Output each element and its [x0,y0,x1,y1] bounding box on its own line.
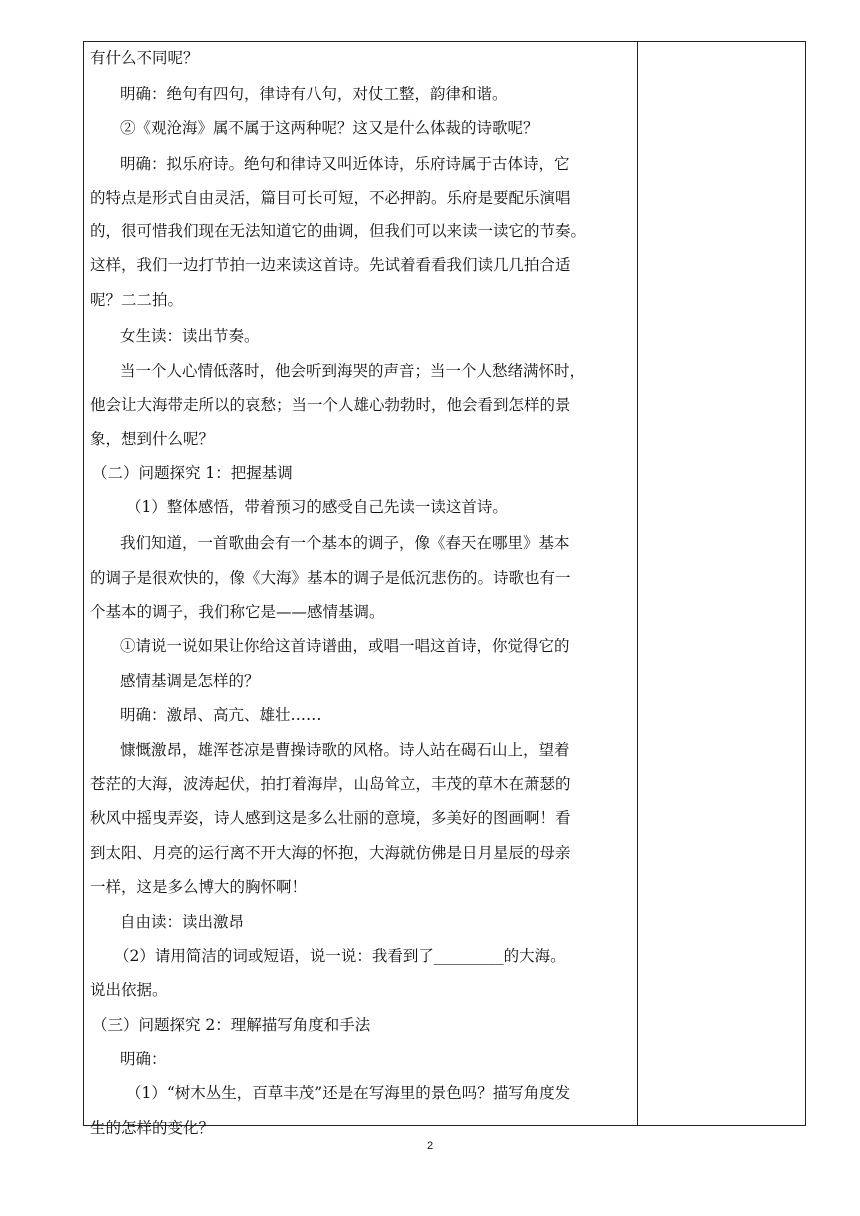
text-line: 慷慨激昂，雄浑苍凉是曹操诗歌的风格。诗人站在碣石山上，望着 [120,741,570,759]
text-line: 呢？二二拍。 [90,291,184,309]
text-line: （1）“树木丛生，百草丰茂”还是在写海里的景色吗？描写角度发 [126,1084,571,1102]
text-line: 明确：拟乐府诗。绝句和律诗又叫近体诗，乐府诗属于古体诗，它 [120,155,570,173]
section-heading: （三）问题探究 2：理解描写角度和手法 [92,1016,371,1034]
text-line: 我们知道，一首歌曲会有一个基本的调子，像《春天在哪里》基本 [120,534,570,552]
text-line: 个基本的调子，我们称它是——感情基调。 [90,603,385,621]
text-line: 明确：激昂、高亢、雄壮…… [120,706,322,724]
section-heading: （二）问题探究 1：把握基调 [92,464,293,482]
text-line: 的特点是形式自由灵活，篇目可长可短，不必押韵。乐府是要配乐演唱 [90,189,571,207]
text-line: 的调子是很欢快的，像《大海》基本的调子是低沉悲伤的。诗歌也有一 [90,569,571,587]
text-line: 这样，我们一边打节拍一边来读这首诗。先试着看看我们读几几拍合适 [90,256,571,274]
text-line: 象，想到什么呢？ [90,430,215,448]
text-line: 女生读：读出节奏。 [120,327,260,345]
text-line: （1）整体感悟，带着预习的感受自己先读一读这首诗。 [126,498,508,516]
text-line: （2）请用简洁的词或短语，说一说：我看到了_________的大海。 [114,947,566,965]
text-line: 明确： [120,1050,167,1068]
notes-column [638,42,805,1125]
lesson-table [83,41,806,1137]
text-line: 生的怎样的变化？ [90,1119,215,1137]
text-line: 的，很可惜我们现在无法知道它的曲调，但我们可以来读一读它的节奏。 [90,222,587,240]
text-line: 感情基调是怎样的？ [120,672,260,690]
page-number: 2 [426,1140,434,1152]
text-line: 到太阳、月亮的运行离不开大海的怀抱，大海就仿佛是日月星辰的母亲 [90,844,571,862]
text-line: 自由读：读出激昂 [120,913,245,931]
text-line: 苍茫的大海，波涛起伏，拍打着海岸，山岛耸立，丰茂的草木在萧瑟的 [90,775,571,793]
text-line: 一样，这是多么博大的胸怀啊！ [90,878,308,896]
text-line: 说出依据。 [90,981,168,999]
text-line: ②《观沧海》属不属于这两种呢？这又是什么体裁的诗歌呢？ [120,119,539,137]
text-line: ①请说一说如果让你给这首诗谱曲，或唱一唱这首诗，你觉得它的 [120,637,570,655]
text-line: 当一个人心情低落时，他会听到海哭的声音；当一个人愁绪满怀时， [120,362,586,380]
text-line: 明确：绝句有四句，律诗有八句，对仗工整，韵律和谐。 [120,85,508,103]
text-line: 秋风中摇曳弄姿，诗人感到这是多么壮丽的意境，多美好的图画啊！看 [90,809,571,827]
text-line: 他会让大海带走所以的哀愁；当一个人雄心勃勃时，他会看到怎样的景 [90,396,571,414]
text-line: 有什么不同呢？ [90,49,199,67]
